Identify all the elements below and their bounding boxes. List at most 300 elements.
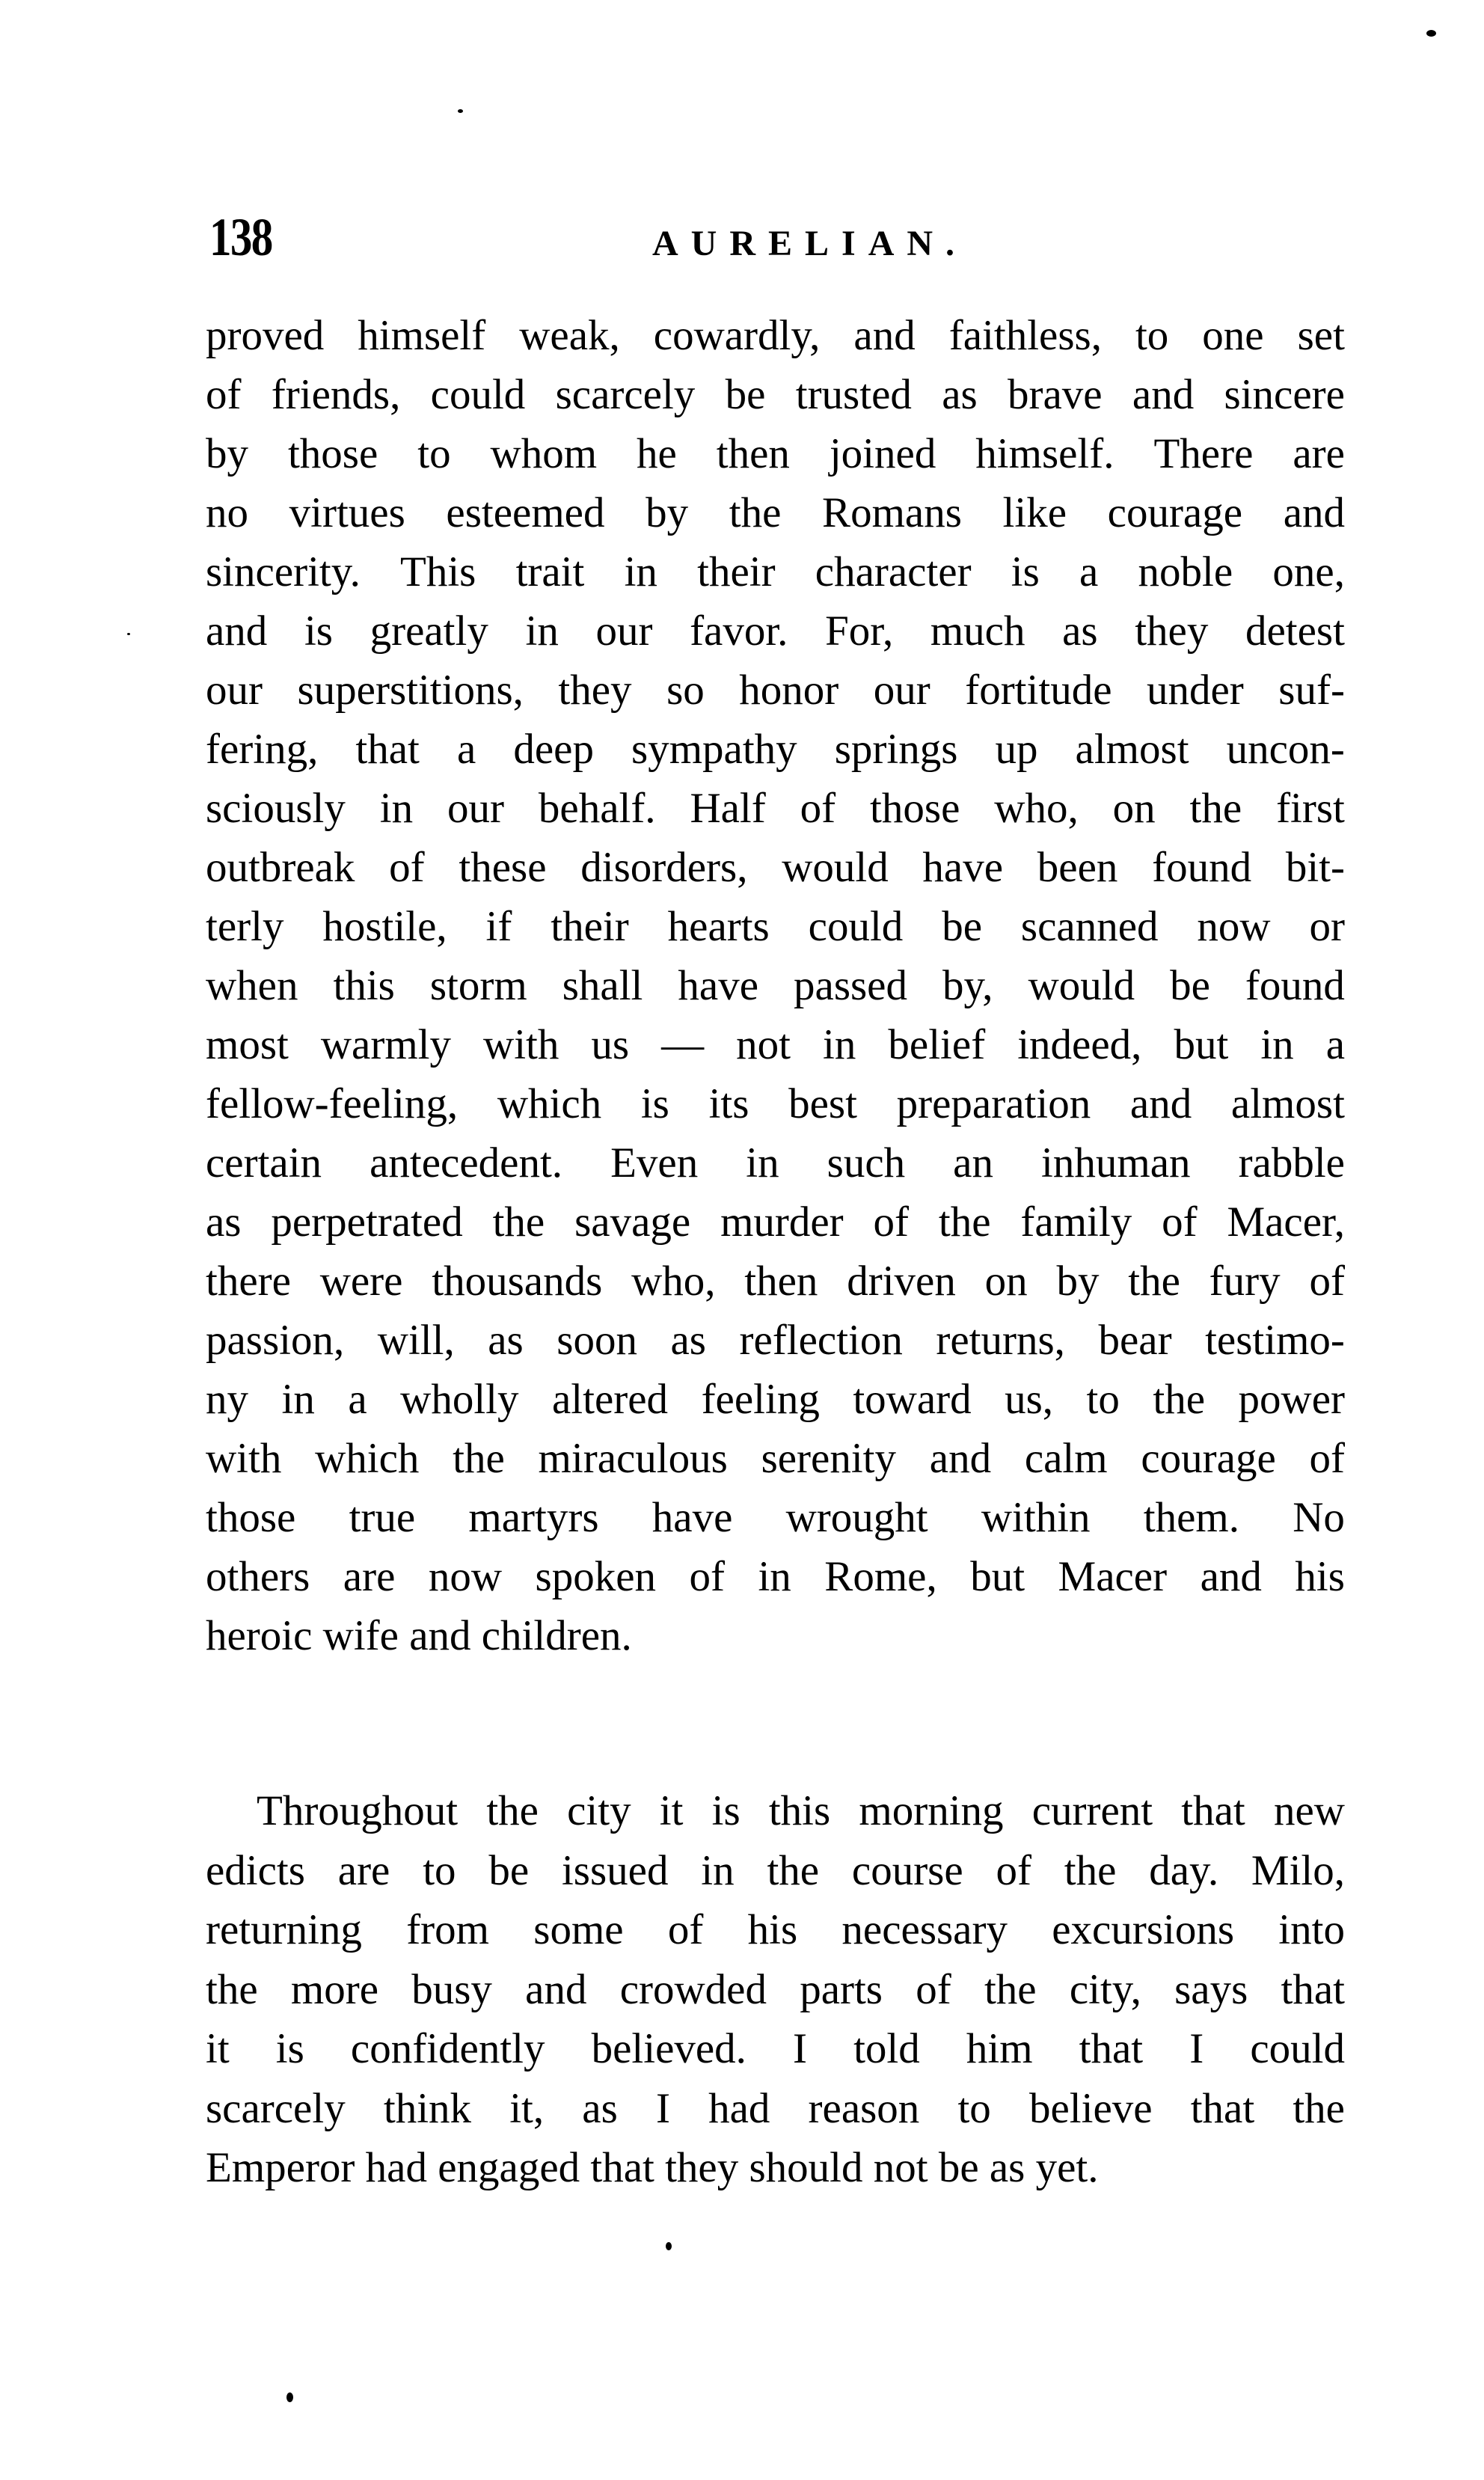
- text-line: [206, 1378, 1345, 1421]
- word: an: [953, 1139, 993, 1187]
- word: that: [355, 726, 420, 773]
- word: have: [922, 844, 1004, 891]
- word: power: [1238, 1376, 1345, 1423]
- word: the: [1189, 785, 1242, 832]
- word: more: [290, 1965, 378, 2013]
- word: this: [333, 962, 395, 1009]
- word: courage: [1107, 489, 1243, 536]
- word: virtues: [289, 489, 405, 536]
- word: is: [711, 1787, 741, 1834]
- page-number: 138: [209, 207, 272, 267]
- word: they: [1135, 607, 1209, 655]
- text-line: [206, 2027, 1345, 2070]
- word: himself.: [975, 430, 1114, 477]
- word: a: [1325, 1021, 1345, 1068]
- word: the: [486, 1787, 539, 1834]
- word: first: [1276, 785, 1345, 832]
- text-line: [206, 548, 1345, 595]
- word: now: [428, 1553, 503, 1600]
- word: in: [379, 785, 414, 832]
- word: such: [827, 1139, 906, 1187]
- text-line: [206, 1258, 1345, 1305]
- word: in: [624, 548, 657, 595]
- ink-speck: [666, 2242, 672, 2250]
- word: that: [1181, 1787, 1245, 1834]
- word: fortitude: [965, 667, 1112, 714]
- word: our: [873, 667, 930, 714]
- word: —: [661, 1021, 705, 1068]
- word: passed: [794, 962, 907, 1009]
- word: indeed,: [1017, 1021, 1142, 1068]
- word: is: [1011, 548, 1040, 595]
- ink-speck: [286, 2392, 293, 2402]
- word: weak,: [519, 312, 620, 359]
- word: others: [206, 1553, 310, 1600]
- word: uncon-: [1226, 726, 1345, 773]
- text-line: [206, 1846, 1345, 1894]
- word: in: [701, 1846, 735, 1894]
- text-line: [206, 1555, 1345, 1598]
- word: Romans: [822, 489, 962, 536]
- word: the: [1293, 2084, 1345, 2132]
- word: hostile,: [322, 903, 447, 950]
- word: believe: [1028, 2084, 1153, 2132]
- word: as: [488, 1317, 524, 1364]
- word: murder: [720, 1198, 844, 1246]
- word: or: [1309, 903, 1345, 950]
- word: in: [281, 1376, 315, 1423]
- word: in: [746, 1139, 779, 1187]
- text-line: [206, 1908, 1345, 1951]
- text-line-last: Emperor had engaged that they should not be as yet.: [206, 2144, 1099, 2191]
- text-line: [206, 1437, 1345, 1480]
- word: certain: [206, 1139, 322, 1187]
- word: to: [957, 2084, 991, 2132]
- word: savage: [574, 1198, 691, 1246]
- word: could: [1250, 2025, 1345, 2072]
- word: within: [981, 1494, 1091, 1541]
- running-title: AURELIAN.: [652, 224, 968, 263]
- word: and: [1283, 489, 1345, 536]
- word: greatly: [370, 607, 488, 655]
- word: these: [459, 844, 547, 891]
- word: deep: [513, 726, 594, 773]
- word: almost: [1230, 1080, 1345, 1127]
- word: whom: [490, 430, 598, 477]
- word: in: [758, 1553, 791, 1600]
- word: disorders,: [580, 844, 748, 891]
- word: with: [206, 1435, 282, 1482]
- word: detest: [1245, 607, 1345, 655]
- word: our: [447, 785, 504, 832]
- word: almost: [1075, 726, 1189, 773]
- word: will,: [377, 1317, 455, 1364]
- word: are: [1293, 430, 1345, 477]
- word: terly: [206, 903, 284, 950]
- word: the: [206, 1965, 258, 2013]
- word: wrought: [785, 1494, 928, 1541]
- text-line: [206, 1080, 1345, 1127]
- word: and: [853, 312, 916, 359]
- word: hearts: [667, 903, 770, 950]
- word: if: [485, 903, 512, 950]
- word: then: [716, 430, 790, 477]
- word: and: [206, 607, 268, 655]
- word: us: [591, 1021, 630, 1068]
- word: Throughout: [257, 1787, 459, 1834]
- word: were: [319, 1258, 403, 1305]
- word: in: [525, 607, 559, 655]
- word: be: [488, 1846, 530, 1894]
- word: is: [640, 1080, 669, 1127]
- word: and: [1132, 371, 1195, 418]
- word: trait: [515, 548, 585, 595]
- word: Macer,: [1227, 1198, 1345, 1246]
- word: of: [667, 1906, 704, 1953]
- text-line: [206, 314, 1345, 357]
- word: reflection: [739, 1317, 903, 1364]
- word: calm: [1024, 1435, 1108, 1482]
- word: in: [823, 1021, 856, 1068]
- text-line: [206, 373, 1345, 416]
- word: the: [767, 1846, 820, 1894]
- word: the: [453, 1435, 505, 1482]
- word: as: [942, 371, 978, 418]
- word: ny: [206, 1376, 248, 1423]
- word: himself: [358, 312, 486, 359]
- word: they: [558, 667, 632, 714]
- word: are: [343, 1553, 396, 1600]
- word: under: [1147, 667, 1244, 714]
- word: best: [788, 1080, 857, 1127]
- word: it,: [509, 2084, 545, 2132]
- word: city,: [1069, 1965, 1141, 2013]
- word: the: [1153, 1376, 1206, 1423]
- word: miraculous: [538, 1435, 728, 1482]
- word: There: [1153, 430, 1254, 477]
- word: brave: [1007, 371, 1103, 418]
- word: of: [1309, 1435, 1345, 1482]
- text-line: [206, 432, 1345, 475]
- word: a: [456, 726, 476, 773]
- word: storm: [429, 962, 527, 1009]
- word: would: [782, 844, 889, 891]
- word: his: [1295, 1553, 1345, 1600]
- word: preparation: [896, 1080, 1091, 1127]
- word: fering,: [206, 726, 319, 773]
- word: from: [406, 1906, 490, 1953]
- word: been: [1037, 844, 1118, 891]
- word: now: [1197, 903, 1271, 950]
- word: to: [417, 430, 451, 477]
- word: that: [1190, 2084, 1255, 2132]
- word: as: [670, 1317, 706, 1364]
- word: have: [678, 962, 758, 1009]
- word: of: [916, 1965, 951, 2013]
- word: scarcely: [206, 2084, 346, 2132]
- word: crowded: [619, 1965, 767, 2013]
- word: course: [851, 1846, 963, 1894]
- word: favor.: [690, 607, 788, 655]
- word: Half: [690, 785, 766, 832]
- word: issued: [561, 1846, 669, 1894]
- word: true: [349, 1494, 416, 1541]
- word: so: [666, 667, 705, 714]
- word: on: [1112, 785, 1156, 832]
- word: as: [582, 2084, 618, 2132]
- word: and: [929, 1435, 992, 1482]
- word: superstitions,: [297, 667, 524, 714]
- word: the: [1128, 1258, 1180, 1305]
- word: wholly: [400, 1376, 519, 1423]
- word: could: [430, 371, 526, 418]
- word: sympathy: [631, 726, 797, 773]
- word: altered: [552, 1376, 669, 1423]
- word: and: [525, 1965, 587, 2013]
- text-line: [206, 787, 1345, 830]
- word: Rome,: [824, 1553, 937, 1600]
- word: necessary: [841, 1906, 1008, 1953]
- word: I: [793, 2025, 807, 2072]
- word: honor: [739, 667, 839, 714]
- word: have: [651, 1494, 733, 1541]
- word: bit-: [1285, 844, 1345, 891]
- word: into: [1278, 1906, 1345, 1953]
- word: it: [206, 2025, 230, 2072]
- text-line: [206, 607, 1345, 655]
- word: and: [1200, 1553, 1262, 1600]
- word: of: [996, 1846, 1031, 1894]
- ink-speck: [127, 633, 130, 635]
- word: one: [1202, 312, 1264, 359]
- word: perpetrated: [271, 1198, 463, 1246]
- word: returning: [206, 1906, 362, 1953]
- word: its: [708, 1080, 749, 1127]
- word: which: [315, 1435, 420, 1482]
- word: no: [206, 489, 248, 536]
- text-line-last: heroic wife and children.: [206, 1612, 632, 1659]
- word: passion,: [206, 1317, 345, 1364]
- word: inhuman: [1041, 1139, 1191, 1187]
- word: our: [595, 607, 653, 655]
- word: fury: [1209, 1258, 1281, 1305]
- word: is: [304, 607, 333, 655]
- word: be: [942, 903, 983, 950]
- word: edicts: [206, 1846, 305, 1894]
- word: much: [930, 607, 1025, 655]
- ink-speck: [458, 109, 463, 113]
- word: martyrs: [468, 1494, 599, 1541]
- word: a: [1079, 548, 1099, 595]
- word: could: [808, 903, 904, 950]
- word: a: [348, 1376, 367, 1423]
- word: sincere: [1224, 371, 1345, 418]
- word: bear: [1098, 1317, 1172, 1364]
- word: thousands: [432, 1258, 603, 1305]
- word: reason: [808, 2084, 920, 2132]
- word: testimo-: [1205, 1317, 1345, 1364]
- word: up: [995, 726, 1038, 773]
- word: of: [1162, 1198, 1198, 1246]
- text-line: [206, 728, 1345, 771]
- word: to: [1135, 312, 1169, 359]
- word: by: [646, 489, 689, 536]
- word: shall: [562, 962, 643, 1009]
- word: excursions: [1052, 1906, 1235, 1953]
- word: Milo,: [1251, 1846, 1345, 1894]
- word: serenity: [761, 1435, 897, 1482]
- word: sciously: [206, 785, 346, 832]
- word: outbreak: [206, 844, 355, 891]
- word: says: [1174, 1965, 1248, 2013]
- word: suf-: [1278, 667, 1345, 714]
- word: them.: [1143, 1494, 1239, 1541]
- ink-speck: [1426, 30, 1436, 37]
- word: character: [815, 548, 972, 595]
- word: as: [1062, 607, 1098, 655]
- word: I: [655, 2084, 670, 2132]
- word: driven: [847, 1258, 956, 1305]
- word: friends,: [271, 371, 401, 418]
- word: are: [337, 1846, 390, 1894]
- word: of: [689, 1553, 725, 1600]
- word: but: [1174, 1021, 1229, 1068]
- word: trusted: [795, 371, 912, 418]
- word: had: [708, 2084, 770, 2132]
- word: set: [1297, 312, 1345, 359]
- word: would: [1028, 962, 1135, 1009]
- word: told: [853, 2025, 920, 2072]
- word: he: [636, 430, 677, 477]
- word: the: [492, 1198, 545, 1246]
- word: those: [870, 785, 960, 832]
- word: our: [206, 667, 263, 714]
- word: the: [984, 1965, 1037, 2013]
- word: those: [206, 1494, 296, 1541]
- word: in: [1260, 1021, 1294, 1068]
- word: this: [768, 1787, 831, 1834]
- word: who,: [631, 1258, 716, 1305]
- word: feeling: [701, 1376, 820, 1423]
- word: spoken: [535, 1553, 657, 1600]
- word: parts: [800, 1965, 883, 2013]
- word: by: [206, 430, 248, 477]
- word: by: [1056, 1258, 1100, 1305]
- word: sincerity.: [206, 548, 361, 595]
- word: and: [1129, 1080, 1192, 1127]
- word: as: [206, 1198, 242, 1246]
- word: with: [483, 1021, 559, 1068]
- text-line: [206, 1023, 1345, 1066]
- word: on: [984, 1258, 1028, 1305]
- word: when: [206, 962, 298, 1009]
- word: found: [1152, 844, 1252, 891]
- text-line-first-indented: [257, 1789, 1345, 1832]
- word: belief: [888, 1021, 986, 1068]
- word: by,: [942, 962, 993, 1009]
- text-line: [206, 2084, 1345, 2132]
- word: of: [873, 1198, 910, 1246]
- word: I: [1189, 2025, 1204, 2072]
- word: of: [800, 785, 836, 832]
- word: cowardly,: [653, 312, 821, 359]
- word: family: [1020, 1198, 1132, 1246]
- word: who,: [994, 785, 1079, 832]
- word: but: [970, 1553, 1025, 1600]
- word: faithless,: [948, 312, 1102, 359]
- word: to: [423, 1846, 456, 1894]
- word: like: [1002, 489, 1067, 536]
- word: of: [389, 844, 425, 891]
- text-line: [206, 964, 1345, 1007]
- word: Even: [610, 1139, 699, 1187]
- text-line: [206, 1965, 1345, 2013]
- word: springs: [834, 726, 958, 773]
- word: new: [1273, 1787, 1345, 1834]
- word: For,: [825, 607, 894, 655]
- word: day.: [1149, 1846, 1219, 1894]
- text-line: [206, 667, 1345, 714]
- word: warmly: [320, 1021, 452, 1068]
- word: Macer: [1058, 1553, 1168, 1600]
- word: be: [1170, 962, 1210, 1009]
- text-line: [206, 1496, 1345, 1539]
- word: one,: [1272, 548, 1345, 595]
- word: toward: [853, 1376, 972, 1423]
- word: No: [1293, 1494, 1345, 1541]
- word: current: [1031, 1787, 1153, 1834]
- word: think: [383, 2084, 472, 2132]
- word: city: [567, 1787, 631, 1834]
- word: soon: [556, 1317, 637, 1364]
- word: antecedent.: [370, 1139, 563, 1187]
- word: that: [1079, 2025, 1144, 2072]
- word: some: [533, 1906, 624, 1953]
- word: noble: [1138, 548, 1233, 595]
- word: the: [1064, 1846, 1117, 1894]
- word: of: [1309, 1258, 1345, 1305]
- word: joined: [829, 430, 936, 477]
- word: to: [1086, 1376, 1120, 1423]
- word: which: [497, 1080, 602, 1127]
- text-line: [206, 1139, 1345, 1187]
- word: the: [938, 1198, 991, 1246]
- word: proved: [206, 312, 325, 359]
- text-line: [206, 489, 1345, 536]
- word: scarcely: [555, 371, 696, 418]
- word: their: [551, 903, 629, 950]
- word: This: [400, 548, 476, 595]
- word: rabble: [1238, 1139, 1345, 1187]
- text-line: [206, 1198, 1345, 1246]
- text-line: [206, 905, 1345, 948]
- word: morning: [859, 1787, 1004, 1834]
- word: there: [206, 1258, 291, 1305]
- word: believed.: [591, 2025, 746, 2072]
- word: behalf.: [538, 785, 656, 832]
- word: busy: [411, 1965, 492, 2013]
- word: scanned: [1020, 903, 1159, 950]
- word: not: [736, 1021, 791, 1068]
- word: fellow-feeling,: [206, 1080, 459, 1127]
- word: be: [725, 371, 766, 418]
- word: is: [275, 2025, 304, 2072]
- word: it: [659, 1787, 684, 1834]
- word: confidently: [350, 2025, 545, 2072]
- word: returns,: [936, 1317, 1065, 1364]
- word: us,: [1005, 1376, 1054, 1423]
- text-line: [206, 846, 1345, 889]
